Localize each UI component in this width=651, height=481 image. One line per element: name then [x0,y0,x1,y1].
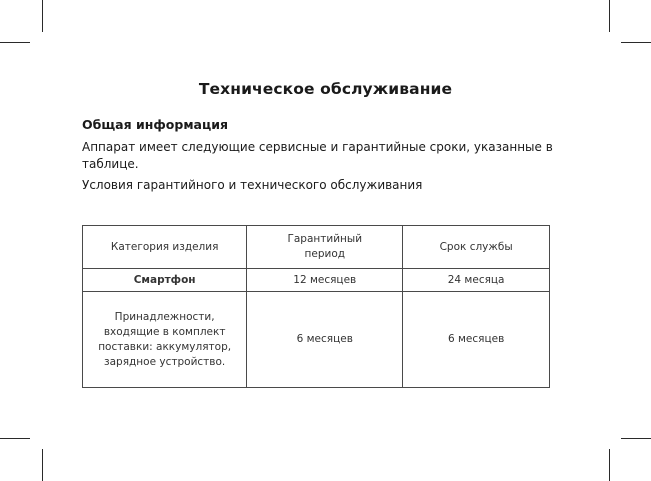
crop-mark-bottom-right-horizontal [621,438,651,439]
header-service-life: Срок службы [403,226,550,269]
service-table [82,225,550,388]
crop-mark-bottom-left-vertical [42,449,43,481]
header-warranty [247,226,403,269]
crop-mark-top-right-vertical [609,0,610,32]
cell-service-life: 24 месяца [403,269,550,292]
cell-category-text: Принадлежности, входящие в комплект поставки: аккумулятор, зарядное устройство. [98,310,232,368]
header-category: Категория изделия [83,226,247,269]
cell-service-life: 6 месяцев [403,292,550,388]
table-row [83,292,550,388]
intro-paragraph: Аппарат имеет следующие сервисные и гарантийные сроки, указанные в таблице. [82,140,553,171]
section-heading: Общая информация [82,117,229,132]
cell-category [83,292,247,388]
table-header-row [83,226,550,269]
cell-category: Смартфон [83,269,247,292]
crop-mark-top-left-horizontal [0,42,30,43]
conditions-title: Условия гарантийного и технического обслуживания [82,178,423,192]
crop-mark-top-right-horizontal [621,42,651,43]
cell-warranty: 12 месяцев [247,269,403,292]
page-title: Техническое обслуживание [198,80,453,98]
crop-mark-bottom-left-horizontal [0,438,30,439]
crop-mark-bottom-right-vertical [609,449,610,481]
crop-mark-top-left-vertical [42,0,43,32]
header-warranty-label: Гарантийный период [287,233,363,260]
table-row [83,269,550,292]
cell-warranty: 6 месяцев [247,292,403,388]
